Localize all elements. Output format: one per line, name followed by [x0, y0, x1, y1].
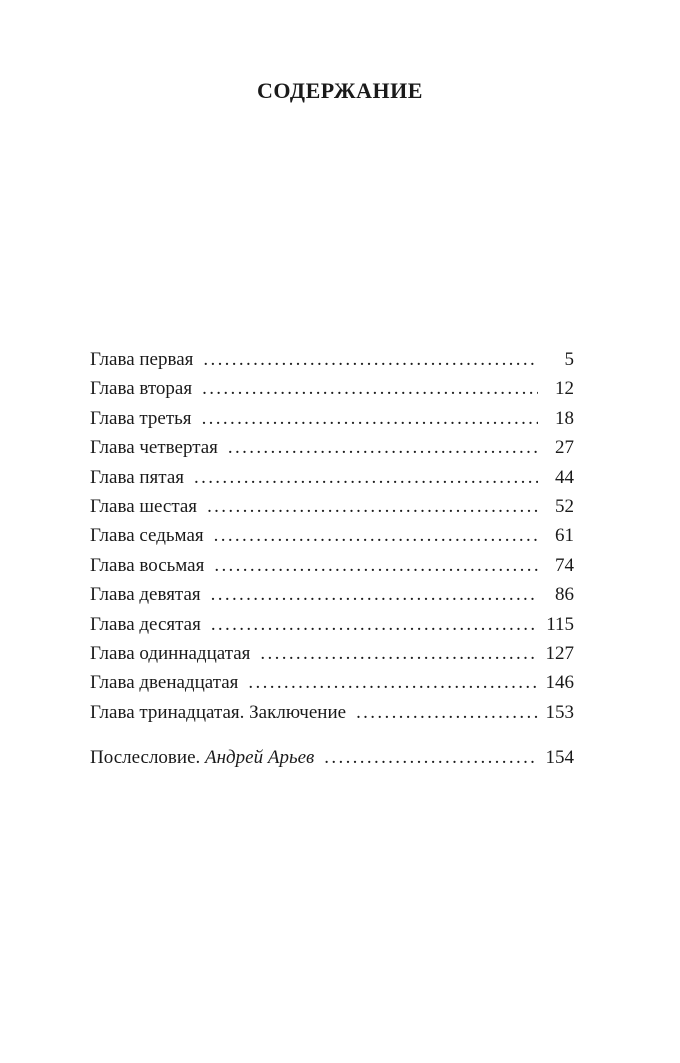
- table-of-contents: [90, 345, 574, 772]
- toc-entry-page: 5: [564, 349, 574, 370]
- dot-leader: [228, 433, 538, 462]
- dot-leader: [202, 404, 538, 433]
- toc-entry-label: Глава восьмая: [90, 554, 205, 576]
- toc-entry: [90, 580, 574, 609]
- toc-entry: [90, 492, 574, 521]
- dot-leader: [202, 374, 538, 403]
- dot-leader: [214, 521, 538, 550]
- afterword-label: Послесловие.: [90, 747, 201, 769]
- toc-entry: [90, 610, 574, 639]
- toc-entry-label: Глава вторая: [90, 378, 193, 400]
- dot-leader: [194, 463, 538, 492]
- toc-entry-label: Глава третья: [90, 407, 192, 429]
- toc-entry-label: Глава десятая: [90, 613, 201, 635]
- afterword-author: Андрей Арьев: [205, 747, 315, 769]
- toc-entry: [90, 521, 574, 550]
- toc-entry-page: 154: [545, 747, 574, 769]
- toc-entry-label: [90, 743, 314, 772]
- toc-entry-page: 52: [555, 495, 574, 517]
- toc-entry: [90, 345, 574, 374]
- toc-entry-page: 146: [545, 672, 574, 694]
- toc-entry-page: 153: [545, 701, 574, 723]
- dot-leader: [211, 580, 538, 609]
- dot-leader: [207, 492, 538, 521]
- toc-entry: [90, 463, 574, 492]
- dot-leader: [211, 610, 538, 639]
- toc-entry-label: Глава седьмая: [90, 525, 204, 547]
- toc-entry-label: Глава четвертая: [90, 437, 218, 459]
- dot-leader: [356, 698, 538, 727]
- toc-entry-page: 12: [555, 378, 574, 400]
- toc-entry: [90, 433, 574, 462]
- toc-entry-page: 115: [546, 613, 574, 635]
- toc-entry: [90, 668, 574, 697]
- toc-entry: [90, 551, 574, 580]
- toc-entry-label: Глава шестая: [90, 495, 198, 517]
- toc-entry-label: Глава первая: [90, 349, 194, 370]
- toc-entry-page: 18: [555, 407, 574, 429]
- toc-entry-page: 61: [555, 525, 574, 547]
- toc-entry: [90, 404, 574, 433]
- toc-entry-page: 44: [555, 466, 574, 488]
- toc-entry: [90, 639, 574, 668]
- toc-entry-page: 27: [555, 437, 574, 459]
- toc-entry-label: Глава одиннадцатая: [90, 642, 251, 664]
- toc-entry-label: Глава девятая: [90, 584, 201, 606]
- dot-leader: [260, 639, 538, 668]
- dot-leader: [248, 668, 538, 697]
- toc-entry-page: 86: [555, 584, 574, 606]
- dot-leader: [203, 345, 538, 374]
- toc-entry-label: Глава двенадцатая: [90, 672, 239, 694]
- toc-entry-label: Глава пятая: [90, 466, 184, 488]
- dot-leader: [324, 743, 538, 772]
- toc-entry-afterword: [90, 743, 574, 772]
- toc-entry-label: Глава тринадцатая. Заключение: [90, 701, 347, 723]
- toc-entry: [90, 698, 574, 727]
- toc-entry-page: 74: [555, 554, 574, 576]
- dot-leader: [214, 551, 538, 580]
- page-title: СОДЕРЖАНИЕ: [257, 78, 423, 103]
- toc-entry-page: 127: [545, 642, 574, 664]
- toc-entry: [90, 374, 574, 403]
